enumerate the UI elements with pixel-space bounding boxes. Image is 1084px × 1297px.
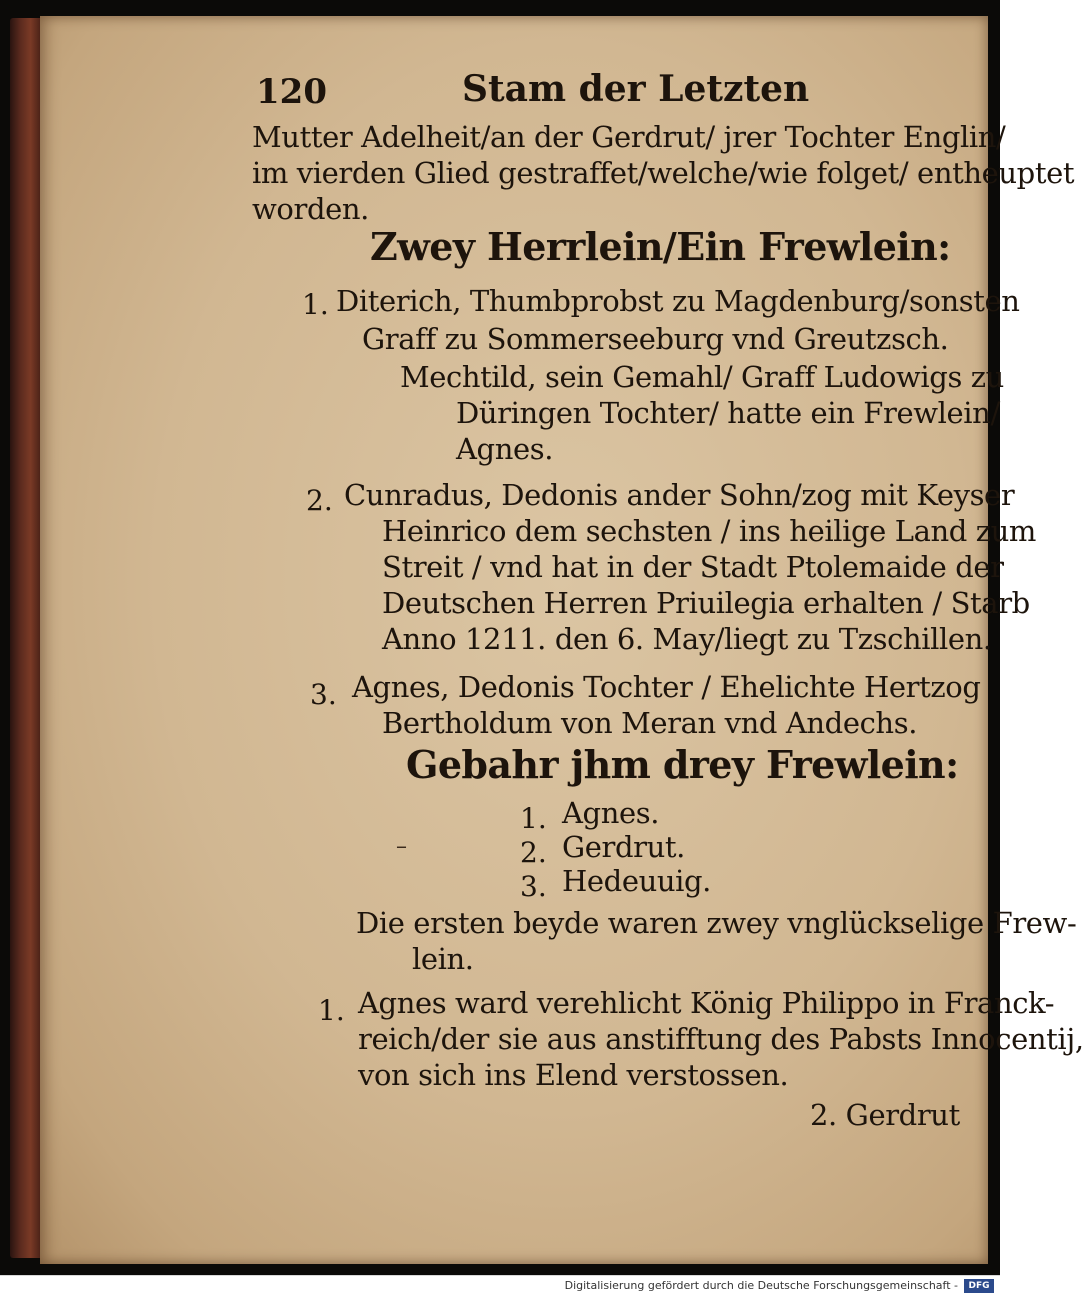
book-binding-edge — [10, 18, 44, 1258]
daughter-name: Gerdrut. — [562, 830, 685, 864]
entry-number: 1. — [318, 994, 345, 1027]
section-heading: Gebahr jhm drey Frewlein: — [406, 742, 959, 787]
footer-credit: Digitalisierung gefördert durch die Deutsche Forschungsgemeinschaft - — [564, 1279, 958, 1292]
daughter-name: Hedeuuig. — [562, 864, 711, 898]
digitization-footer — [0, 1275, 1000, 1297]
text-line: von sich ins Elend verstossen. — [358, 1058, 789, 1092]
text-line: lein. — [412, 942, 474, 976]
text-line: Graff zu Sommerseeburg vnd Greutzsch. — [362, 322, 949, 356]
daughter-name: Agnes. — [562, 796, 660, 830]
book-page — [40, 16, 1084, 1264]
page-number: 120 — [256, 72, 327, 112]
catchword: 2. Gerdrut — [810, 1098, 960, 1132]
text-line: Mechtild, sein Gemahl/ Graff Ludowigs zu — [400, 360, 1004, 394]
text-line: worden. — [252, 192, 369, 226]
text-line: Deutschen Herren Priuilegia erhalten / Starb — [382, 586, 1030, 620]
text-line: Heinrico dem sechsten / ins heilige Land zum — [382, 514, 1036, 548]
text-line: Agnes. — [456, 432, 554, 466]
entry-number: 3. — [310, 678, 337, 711]
text-line: Streit / vnd hat in der Stadt Ptolemaide der — [382, 550, 1004, 584]
dfg-logo: DFG — [964, 1279, 994, 1293]
text-line: reich/der sie aus anstifftung des Pabsts Innocentij, — [358, 1022, 1084, 1056]
section-heading: Zwey Herrlein/Ein Frewlein: — [370, 224, 951, 269]
text-line: Düringen Tochter/ hatte ein Frewlein/ — [456, 396, 1000, 430]
running-head: Stam der Letzten — [462, 68, 810, 110]
text-line: Anno 1211. den 6. May/liegt zu Tzschillen. — [382, 622, 992, 656]
text-line: Cunradus, Dedonis ander Sohn/zog mit Keyser — [344, 478, 1015, 512]
text-line: Diterich, Thumbprobst zu Magdenburg/sonsten — [336, 284, 1020, 318]
text-line: im vierden Glied gestraffet/welche/wie folget/ entheuptet — [252, 156, 1075, 190]
entry-number: 1. — [302, 288, 329, 321]
text-line: Bertholdum von Meran vnd Andechs. — [382, 706, 918, 740]
text-line: Agnes ward verehlicht König Philippo in Franck- — [358, 986, 1055, 1020]
text-line: Die ersten beyde waren zwey vnglückselige Frew- — [356, 906, 1077, 940]
daughter-number: 2. — [520, 836, 547, 869]
text-line: Mutter Adelheit/an der Gerdrut/ jrer Tochter Englin/ — [252, 120, 1006, 154]
text-line: Agnes, Dedonis Tochter / Ehelichte Hertzog — [352, 670, 981, 704]
entry-number: 2. — [306, 484, 333, 517]
daughter-number: 3. — [520, 870, 547, 903]
ink-mark: – — [396, 834, 407, 859]
daughter-number: 1. — [520, 802, 547, 835]
